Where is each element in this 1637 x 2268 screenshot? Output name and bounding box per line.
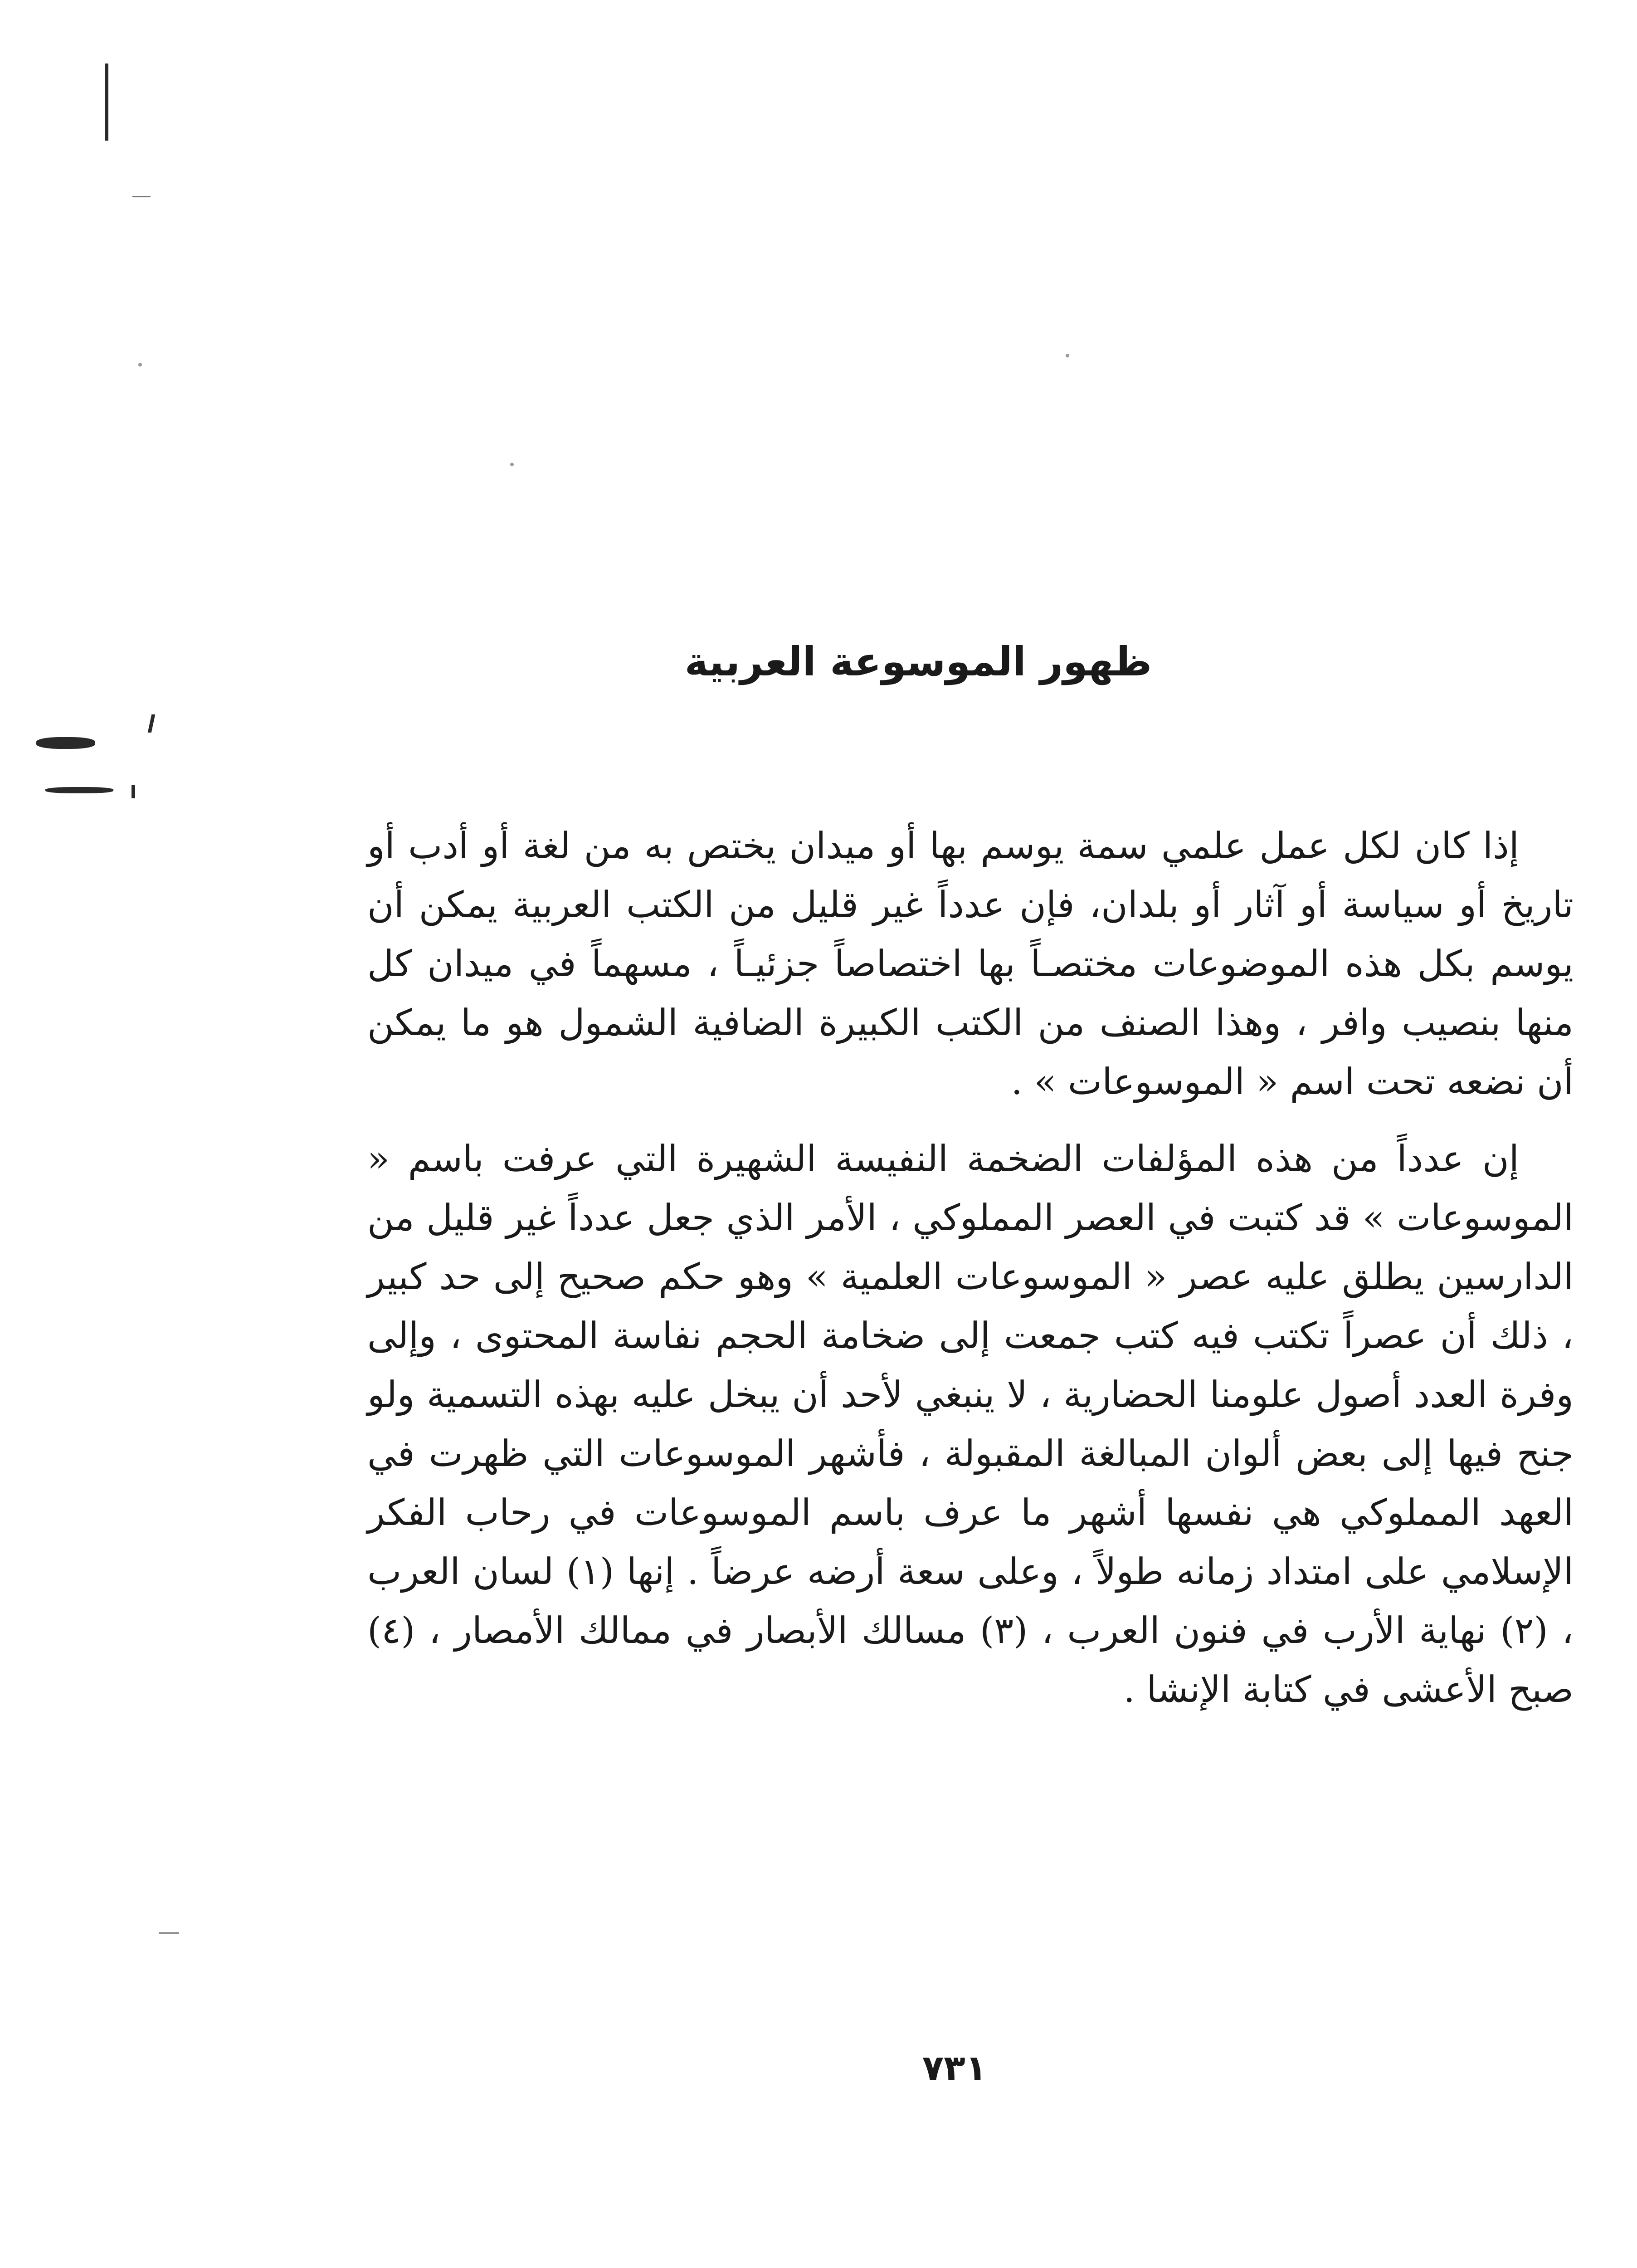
paragraph: إذا كان لكل عمل علمي سمة يوسم بها أو ميدان يختص به من لغة أو أدب أو تاريخ أو سياسة أو آثار أو بلدان، فإن عدداً غير قليل من الكتب العربية يمكن أن يوسم بكل هذه الموضوعات مختصـاً بها اختصاصاً جزئيـاً ، مسهماً في ميدان كل منها بنصيب وافر ، وهذا الصنف من الكتب الكبيرة الضافية الشمول هو ما يمكن أن نضعه تحت اسم « الموسوعات » .: [367, 825, 1574, 1103]
body-text: [367, 816, 1574, 1719]
scan-artifact: [159, 1932, 179, 1934]
scan-artifact: [148, 714, 156, 733]
scan-artifact: [1066, 354, 1069, 357]
scan-artifact: [105, 64, 108, 141]
scan-artifact: [36, 737, 95, 749]
paragraph: إن عدداً من هذه المؤلفات الضخمة النفيسة الشهيرة التي عرفت باسم « الموسوعات » قد كتبت في العصر المملوكي ، الأمر الذي جعل عدداً غير قليل من الدارسين يطلق عليه عصر « الموسوعات العلمية » وهو حكم صحيح إلى حد كبير ، ذلك أن عصراً تكتب فيه كتب جمعت إلى ضخامة الحجم نفاسة المحتوى ، وإلى وفرة العدد أصول علومنا الحضارية ، لا ينبغي لأحد أن يبخل عليه بهذه التسمية ولو جنح فيها إلى بعض ألوان المبالغة المقبولة ، فأشهر الموسوعات التي ظهرت في العهد المملوكي هي نفسها أشهر ما عرف باسم الموسوعات في رحاب الفكر الإسلامي على امتداد زمانه طولاً ، وعلى سعة أرضه عرضاً . إنها (١) لسان العرب ، (٢) نهاية الأرب في فنون العرب ، (٣) مسالك الأبصار في ممالك الأمصار ، (٤) صبح الأعشى في كتابة الإنشا .: [367, 1138, 1574, 1711]
scan-artifact: [132, 196, 151, 197]
page-number: ٧٣١: [922, 2048, 987, 2089]
scan-artifact: [138, 363, 142, 367]
scan-artifact: [45, 787, 113, 793]
page-title: ظهور الموسوعة العربية: [684, 638, 1152, 685]
scan-artifact: [510, 463, 514, 466]
scan-artifact: [132, 785, 135, 798]
